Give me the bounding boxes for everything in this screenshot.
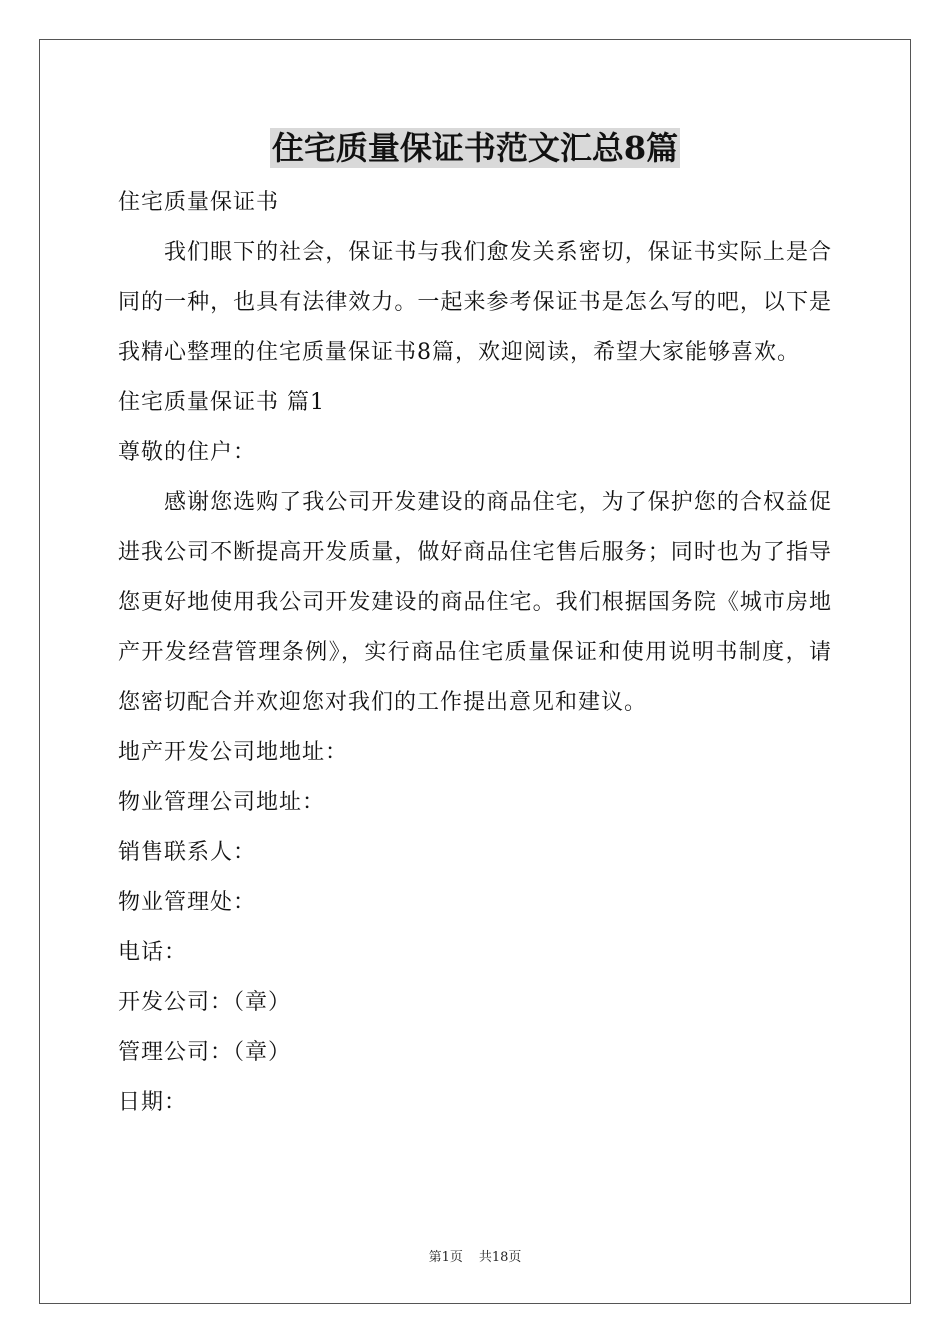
- body-paragraph: 感谢您选购了我公司开发建设的商品住宅，为了保护您的合权益促进我公司不断提高开发质量，做好商品住宅售后服务；同时也为了指导您更好地使用我公司开发建设的商品住宅。我们根据国务院《城市房地产开发经营管理条例》，实行商品住宅质量保证和使用说明书制度，请您密切配合并欢迎您对我们的工作提出意见和建议。: [118, 490, 832, 715]
- page-total: 共18页: [478, 1250, 522, 1265]
- field-management-seal: 管理公司：（章）: [118, 1040, 292, 1065]
- salutation: 尊敬的住户：: [118, 440, 257, 465]
- intro-paragraph: 我们眼下的社会，保证书与我们愈发关系密切，保证书实际上是合同的一种，也具有法律效力。一起来参考保证书是怎么写的吧，以下是我精心整理的住宅质量保证书8篇，欢迎阅读，希望大家能够喜欢。: [118, 240, 832, 365]
- page-footer: [0, 1246, 950, 1265]
- page-number: 第1页: [428, 1250, 463, 1265]
- field-developer-seal: 开发公司：（章）: [118, 990, 292, 1015]
- field-property-office: 物业管理处：: [118, 890, 257, 915]
- field-property-management-address: 物业管理公司地址：: [118, 790, 326, 815]
- document-title: 住宅质量保证书范文汇总8篇: [271, 129, 679, 167]
- document-subtitle: 住宅质量保证书: [118, 190, 280, 215]
- field-sales-contact: 销售联系人：: [118, 840, 257, 865]
- field-phone: 电话：: [118, 940, 188, 965]
- section-heading: 住宅质量保证书 篇1: [118, 390, 325, 415]
- field-date: 日期：: [118, 1090, 188, 1115]
- field-developer-address: 地产开发公司地地址：: [118, 740, 349, 765]
- title-container: [0, 128, 950, 168]
- document-body: [118, 178, 832, 1128]
